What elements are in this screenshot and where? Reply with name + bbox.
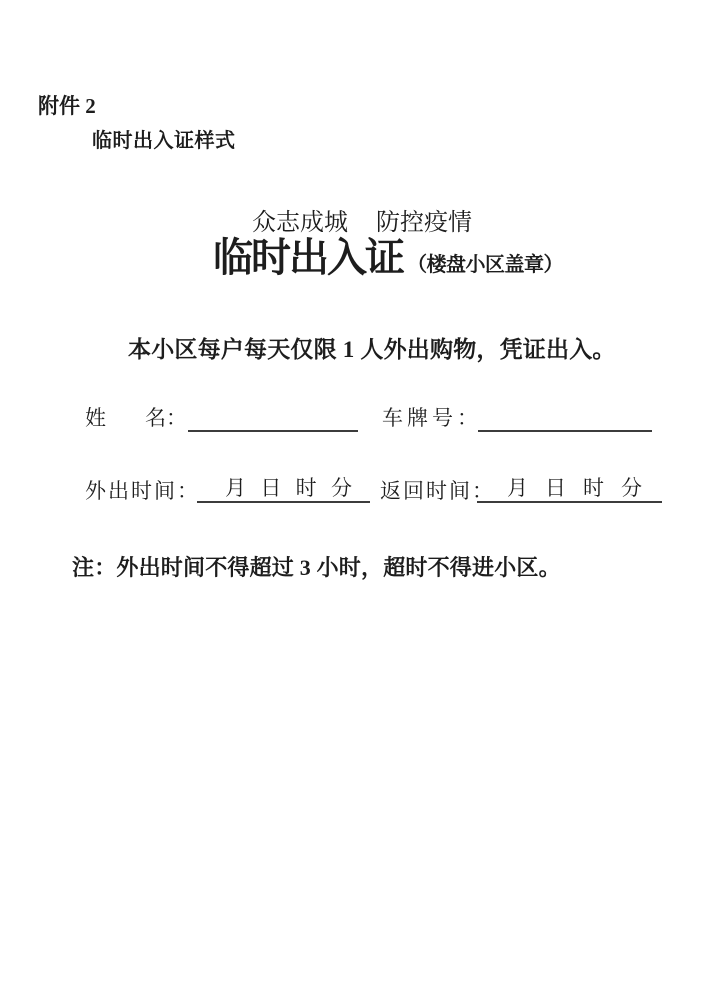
slogan-part2: 防控疫情 xyxy=(376,210,472,236)
unit-hour: 时 xyxy=(295,476,317,500)
style-heading: 临时出入证样式 xyxy=(92,130,236,152)
unit-month: 月 xyxy=(225,476,246,500)
plate-blank xyxy=(478,404,652,432)
time-row xyxy=(0,477,707,507)
document-title: 临时出入证 xyxy=(213,236,403,280)
out-time-blank xyxy=(197,477,370,503)
name-label-rest: 名： xyxy=(145,406,187,430)
slogan xyxy=(252,202,472,237)
notice-line: 本小区每户每天仅限 1 人外出购物，凭证出入。 xyxy=(128,337,616,362)
name-plate-row xyxy=(0,404,707,434)
plate-label: 车牌号： xyxy=(382,406,482,430)
unit-minute: 分 xyxy=(621,476,642,500)
return-time-blank xyxy=(477,477,662,503)
unit-day: 日 xyxy=(545,476,566,500)
footnote: 注：外出时间不得超过 3 小时，超时不得进小区。 xyxy=(72,555,561,580)
stamp-note: （楼盘小区盖章） xyxy=(407,254,563,276)
unit-day: 日 xyxy=(260,476,282,500)
name-label-first: 姓 xyxy=(85,406,106,430)
unit-minute: 分 xyxy=(330,476,352,500)
attachment-label: 附件 2 xyxy=(38,94,96,118)
slogan-part1: 众志成城 xyxy=(252,210,348,236)
return-time-label: 返回时间： xyxy=(380,479,495,503)
unit-month: 月 xyxy=(507,476,528,500)
unit-hour: 时 xyxy=(583,476,604,500)
title-row xyxy=(213,236,563,280)
out-time-label: 外出时间： xyxy=(85,479,200,503)
name-blank xyxy=(188,404,358,432)
